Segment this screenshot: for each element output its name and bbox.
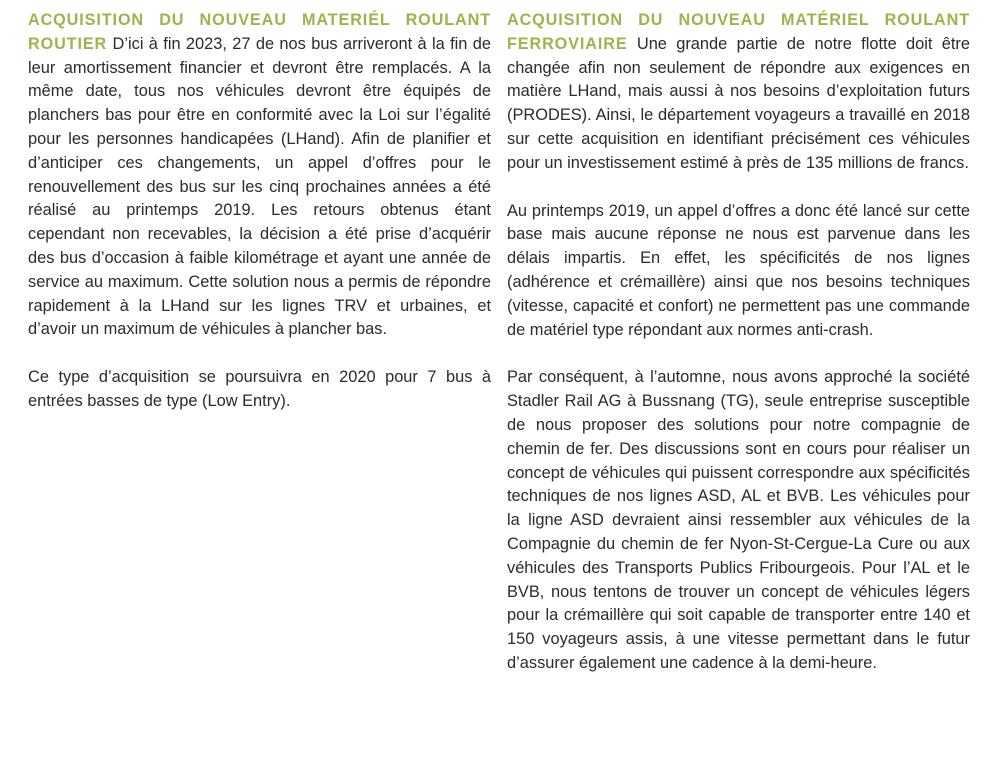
right-paragraph-2: Au printemps 2019, un appel d’offres a donc été lancé sur cette base mais aucune réponse ne nous est parvenue dans les délais impartis. En effet, les spécificités de nos lignes (adhérence et crémaillère) ainsi que nos besoins techniques (vitesse, capacité et confort) ne permettent pas une commande de matériel type répondant aux normes anti-crash. [507,201,970,339]
left-paragraph-1-text: D’ici à fin 2023, 27 de nos bus arriveront à la fin de leur amortissement financier et devront être remplacés. A la même date, tous nos véhicules devront être équipés de planchers bas pour être en conformité avec la Loi sur l’égalité pour les personnes handicapées (LHand). Afin de planifier et d’anticiper ces changements, un appel d’offres pour le renouvellement des bus sur les cinq prochaines années a été réalisé au printemps 2019. Les retours obtenus étant cependant non recevables, la décision a été prise d’acquérir des bus d’occasion à faible kilométrage et ayant une année de service au maximum. Cette solution nous a permis de répondre rapidement à la LHand sur les lignes TRV et urbaines, et d’avoir un maximum de véhicules à plancher bas. [28,34,491,339]
left-column [28,9,491,438]
section-heading-rail-rolling-stock: ACQUISITION DU NOUVEAU MATÉRIEL ROULANT FERROVIAIRE [507,11,970,53]
right-column [507,9,970,700]
right-section-intro [507,9,970,176]
section-heading-road-rolling-stock: ACQUISITION DU NOUVEAU MATERIÉL ROULANT ROUTIER [28,11,491,53]
left-section-intro [28,9,491,342]
left-paragraph-2: Ce type d’acquisition se poursuivra en 2020 pour 7 bus à entrées basses de type (Low Entry). [28,368,491,410]
right-paragraph-1-text: Une grande partie de notre flotte doit être changée afin non seulement de répondre aux exigences en matière LHand, mais aussi à nos besoins d’exploitation futurs (PRODES). Ainsi, le département voyageurs a travaillé en 2018 sur cette acquisition en identifiant précisément ces véhicules pour un investissement estimé à près de 135 millions de francs. [507,34,970,172]
right-paragraph-3: Par conséquent, à l’automne, nous avons approché la société Stadler Rail AG à Bussnang (TG), seule entreprise susceptible de nous proposer des solutions pour notre compagnie de chemin de fer. Des discussions sont en cours pour réaliser un concept de véhicules qui puissent correspondre aux spécificités techniques de nos lignes ASD, AL et BVB. Les véhicules pour la ligne ASD devraient ainsi ressembler aux véhicules de la Compagnie du chemin de fer Nyon-St-Cergue-La Cure ou aux véhicules des Transports Publics Fribourgeois. Pour l’AL et le BVB, nous tentons de trouver un concept de véhicules légers pour la crémaillère qui soit capable de transporter entre 140 et 150 voyageurs assis, à une vitesse permettant dans le futur d’assurer également une cadence à la demi-heure. [507,368,970,672]
